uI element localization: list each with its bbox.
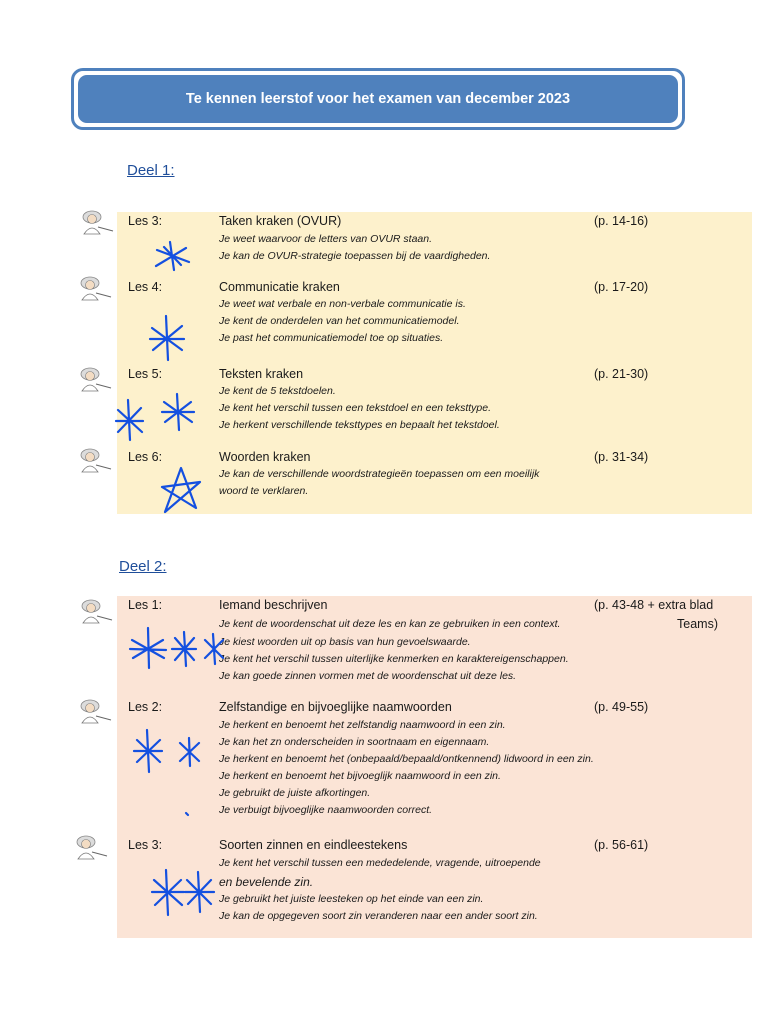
lesson-goal: Je kan de opgegeven soort zin veranderen naar een ander soort zin. [219,910,538,922]
lesson-title: Zelfstandige en bijvoeglijke naamwoorden [219,700,452,714]
lesson-goal: Je gebruikt de juiste afkortingen. [219,787,371,799]
lesson-goal: Je kan het zn onderscheiden in soortnaam en eigennaam. [219,736,490,748]
lesson-goal: Je herkent en benoemt het (onbepaald/bepaald/ontkennend) lidwoord in een zin. [219,753,594,765]
lesson-goal: Je kan de OVUR-strategie toepassen bij de vaardigheden. [219,250,491,262]
lesson-goal: Je kiest woorden uit op basis van hun gevoelswaarde. [219,636,471,648]
lesson-title: Iemand beschrijven [219,598,328,612]
lesson-label: Les 6: [128,450,163,464]
lesson-goal: Je verbuigt bijvoeglijke naamwoorden correct. [219,804,433,816]
deel2-heading: Deel 2: [119,558,167,575]
professor-mascot-icon [78,598,114,624]
lesson-goal: Je weet waarvoor de letters van OVUR staan. [219,233,433,245]
lesson-goal: Je herkent verschillende teksttypes en bepaalt het tekstdoel. [219,419,500,431]
lesson-goal: Je kent de woordenschat uit deze les en kan ze gebruiken in een context. [219,618,561,630]
lesson-goal: Je kan goede zinnen vormen met de woordenschat uit deze les. [219,670,517,682]
lesson-pages-continued: Teams) [677,617,718,631]
lesson-pages: (p. 43-48 + extra blad [594,598,714,612]
lesson-pages: (p. 17-20) [594,280,649,294]
professor-mascot-icon [77,447,113,473]
lesson-goal: Je past het communicatiemodel toe op situaties. [219,332,444,344]
lesson-title: Teksten kraken [219,367,304,381]
lesson-goal: en bevelende zin. [219,875,314,889]
lesson-label: Les 3: [128,838,163,852]
lesson-goal: Je weet wat verbale en non-verbale communicatie is. [219,298,466,310]
lesson-label: Les 5: [128,367,163,381]
lesson-pages: (p. 31-34) [594,450,649,464]
lesson-label: Les 1: [128,598,163,612]
lesson-goal: Je kent het verschil tussen een mededelende, vragende, uitroepende [219,857,541,869]
lesson-goal: Je kan de verschillende woordstrategieën toepassen om een moeilijk [219,468,540,480]
deel1-heading: Deel 1: [127,162,175,179]
lesson-goal: Je gebruikt het juiste leesteken op het einde van een zin. [219,893,484,905]
professor-mascot-icon [77,366,113,392]
lesson-goal: Je kent de onderdelen van het communicatiemodel. [219,315,460,327]
lesson-goal: Je kent het verschil tussen een tekstdoel en een teksttype. [219,402,491,414]
professor-mascot-icon [77,275,113,301]
lesson-label: Les 3: [128,214,163,228]
lesson-goal: woord te verklaren. [219,485,309,497]
lesson-goal: Je kent het verschil tussen uiterlijke kenmerken en karaktereigenschappen. [219,653,569,665]
professor-mascot-icon [73,834,109,860]
professor-mascot-icon [77,698,113,724]
lesson-goal: Je herkent en benoemt het zelfstandig naamwoord in een zin. [219,719,506,731]
title-banner [71,68,685,130]
lesson-title: Taken kraken (OVUR) [219,214,342,228]
lesson-label: Les 2: [128,700,163,714]
lesson-pages: (p. 21-30) [594,367,649,381]
page-title: Te kennen leerstof voor het examen van december 2023 [185,91,571,107]
lesson-pages: (p. 56-61) [594,838,649,852]
lesson-label: Les 4: [128,280,163,294]
lesson-title: Woorden kraken [219,450,311,464]
lesson-goal: Je herkent en benoemt het bijvoeglijk naamwoord in een zin. [219,770,501,782]
lesson-pages: (p. 49-55) [594,700,649,714]
professor-mascot-icon [79,209,115,235]
lesson-pages: (p. 14-16) [594,214,649,228]
lesson-title: Soorten zinnen en eindleestekens [219,838,408,852]
lesson-title: Communicatie kraken [219,280,340,294]
lesson-goal: Je kent de 5 tekstdoelen. [219,385,336,397]
